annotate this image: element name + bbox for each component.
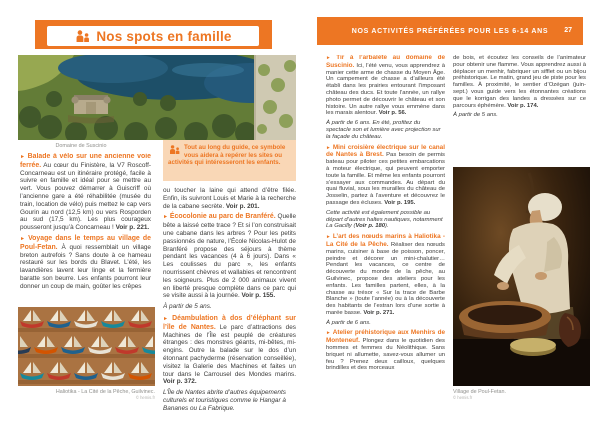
- article-heading: Voyage dans le temps au village de Poul-Fetan.: [20, 234, 151, 251]
- left-page-title: Nos spots en famille: [96, 28, 232, 44]
- article-note: L’Île de Nantes abrite d’autres équipements culturels et touristiques comme le Hangar à Bananes ou La Fabrique.: [163, 389, 286, 412]
- article-heading: Atelier préhistorique aux Menhirs de Monteneuf.: [326, 329, 445, 345]
- article-body: Réaliser des nœuds marins, cuisiner à base de poisson, poncer, peindre et décorer un mini-chalutier… Pendant les vacances, ce centre de découverte du monde de la pêche, au Guilvinec, propose des ateliers pour les enfants. Les familles partent, elles, à la chasse au trésor « Sur la trace de Barbe Blanche » (toute l’année) ou à la découverte des habitants de l’estran lors d’une sortie à marée basse. Voir p. 271.: [326, 241, 445, 316]
- article-body: ou toucher la laine qui attend d’être filée. Enfin, ils suivront Louis et Marie à la recherche de la cabane secrète. Voir p. 201.: [163, 187, 296, 210]
- article-body: Plongez dans le quotidien des hommes et femmes du Néolithique. Sans briquet ni allumette, savez-vous allumer un feu ? Prenez deux cailloux, quelques brindilles et des morceaux: [326, 338, 445, 372]
- right-page-column-1: [326, 55, 445, 413]
- kids-tip-box: [163, 140, 296, 181]
- right-page-header-bar: [317, 17, 583, 45]
- family-icon: [168, 145, 181, 154]
- article-body: de bois, et écoutez les conseils de l’animateur pour obtenir une flamme. Vous apprendrez aussi à déplacer un menhir, fabriquer un sifflet ou un bijou préhistorique. Le matin, grand jeu de piste pour les familles. À proximité, le sentier d’Ozégan (juin-sept.) vous guide vers les étonnantes créations que le korrigan des landes a dressées sur ce parcours éphémère. Voir p. 174.: [453, 55, 586, 109]
- poul-fetan-photo-credit: © hemis.fr: [453, 395, 473, 401]
- article-paragraph: [326, 55, 445, 117]
- article-note: Cette activité est également possible au départ d’autres haltes nautiques, notamment La Gacilly (Voir p. 180).: [326, 209, 443, 230]
- castle-shape: [68, 95, 114, 124]
- article-paragraph: [20, 153, 151, 232]
- bullet-arrow-icon: ►: [20, 235, 26, 242]
- bullet-arrow-icon: ►: [326, 145, 331, 151]
- right-page-title: NOS ACTIVITÉS PRÉFÉRÉES POUR LES 6-14 ANS: [351, 27, 549, 35]
- poul-fetan-photo-caption: Village de Poul-Fetan.: [453, 389, 506, 395]
- bullet-arrow-icon: ►: [326, 56, 331, 61]
- family-icon: [74, 30, 91, 42]
- bullet-arrow-icon: ►: [163, 315, 169, 322]
- article-heading: Mini croisière électrique sur le canal de Nantes à Brest.: [326, 143, 445, 159]
- hero-photo-caption: Domaine de Suscinio: [55, 143, 107, 149]
- article-body: Quelle bête a laissé cette trace ? Et si l’on construisait une cabane dans les arbres ? Pour les petits passionnés de nature, l’École Nicolas-Hulot de Branféré propose des séjours à thème pendant les vacances (4 à 6 jours). Dans « Les coulisses du parc », les enfants nourrissent chèvres et wallabies et rencontrent les soigneurs. Plus de 2 000 animaux vivent en liberté presque complète dans ce parc qui se visite aussi à la journée. Voir p. 155.: [163, 213, 296, 300]
- article-paragraph: [163, 315, 296, 386]
- article-note: À partir de 6 ans.: [326, 319, 371, 326]
- bullet-arrow-icon: ►: [20, 154, 26, 160]
- article-heading: Balade à vélo sur une ancienne voie ferrée.: [20, 153, 151, 169]
- page-number: 27: [564, 27, 572, 34]
- boats-photo-haliotika: [18, 307, 155, 386]
- right-page-column-2: [453, 55, 586, 163]
- bullet-arrow-icon: ►: [326, 235, 331, 241]
- article-paragraph: [20, 235, 151, 291]
- left-page-column-1: [20, 153, 151, 304]
- left-page-header-bar: [35, 20, 272, 49]
- bullet-arrow-icon: ►: [163, 214, 169, 221]
- article-body: Pas besoin de permis bateau pour piloter ces petites embarcations à moteur électrique, qui peuvent emporter toute la famille. Et même les enfants pourront s’essayer aux commandes. Au départ du quai fluvial, sous les murailles du château de Josselin, partez à l’aventure et découvrez le passage des écluses. Voir p. 195.: [326, 152, 445, 206]
- left-page-column-2: [163, 187, 296, 412]
- article-heading: L’art des nœuds marins à Haliotika - La Cité de la Pêche.: [326, 233, 445, 248]
- article-paragraph: [326, 330, 445, 372]
- article-heading: Tir à l’arbalète au domaine de Suscinio.: [326, 55, 445, 69]
- article-body: Au cœur du Finistère, la V7 Roscoff-Concarneau est un itinéraire protégé, facile à suivre en famille et idéal pour se mettre au vert. Vous pouvez démarrer à Guiscriff où l’ancienne gare a été réhabilitée (musée du train, location de vélo) puis mettez le cap vers Gourin au nord (12,5 km) ou vers Rosporden au sud (17,5 km). Les plus courageux pousseront jusqu’à Concarneau ! Voir p. 221.: [20, 161, 151, 232]
- article-heading: Écocolonie au parc de Branféré.: [169, 213, 276, 221]
- boats-photo-credit: © hemis.fr: [135, 395, 155, 401]
- article-paragraph: [453, 55, 586, 109]
- left-page-header-box: [47, 26, 259, 46]
- article-body: Ici, l’été venu, vous apprendrez à manier cette arme de chasse du Moyen Âge. Un campement de chasse a d’ailleurs été établi dans les prairies entourant l’imposant château des ducs. Et toute l’année, un rallye photo permet de découvrir le château et son histoire. Un autre rallye vous emmène dans les marais alentour. Voir p. 56.: [326, 62, 445, 117]
- article-heading: Déambulation à dos d’éléphant sur l’île de Nantes.: [163, 314, 296, 331]
- kids-tip-text: Tout au long du guide, ce symbole vous aidera à repérer les sites ou activités qui intéresseront les enfants.: [168, 144, 286, 167]
- article-paragraph: [163, 187, 296, 210]
- hero-photo-domaine-suscinio: [18, 55, 296, 140]
- article-paragraph: [326, 234, 445, 317]
- article-note: À partir de 5 ans.: [453, 112, 498, 119]
- boats-photo-caption: Haliotika - La Cité de la Pêche, Guilvinec.: [55, 389, 155, 395]
- article-paragraph: [326, 145, 445, 207]
- article-note: À partir de 5 ans.: [163, 303, 212, 311]
- article-body: Le parc d’attractions des Machines de l’Île est peuplé de créatures étranges : des monstres géants, mi-bêtes, mi-engins. Outre la balade sur le dos d’un étonnant pachyderme (réservation conseillée), visitez la Galerie des Machines et faites un tour dans le Carrousel des Mondes marins. Voir p. 372.: [163, 323, 296, 386]
- article-note: À partir de 6 ans. En été, profitez du spectacle son et lumière avec projection sur la façade du château.: [326, 120, 441, 140]
- article-body: À quoi ressemblait un village breton autrefois ? Sans doute à ce hameau restauré sur les bords du Blavet. L’été, les lavandières lavent leur linge et la fermière baratte son beurre. Les enfants pourront leur donner un coup de main, goûter les crêpes: [20, 243, 151, 290]
- bowl-shape: [459, 301, 551, 339]
- bullet-arrow-icon: ►: [326, 331, 331, 337]
- article-paragraph: [163, 213, 296, 300]
- poul-fetan-photo: [453, 167, 590, 386]
